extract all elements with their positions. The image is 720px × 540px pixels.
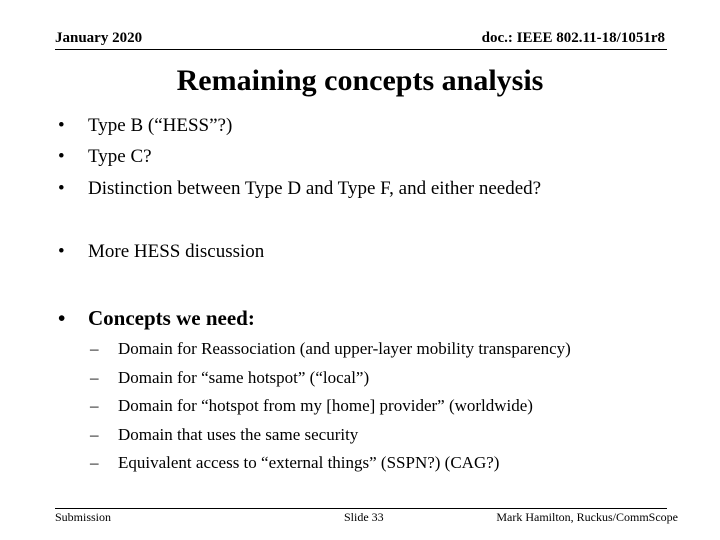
dash-symbol: – [90, 396, 99, 415]
bullet-symbol: • [58, 115, 65, 136]
dash-symbol: – [90, 453, 99, 472]
sub-item-text: Domain that uses the same security [118, 425, 359, 444]
bullet-item [58, 114, 232, 138]
sub-item-text: Domain for “hotspot from my [home] provider” (worldwide) [118, 396, 533, 415]
footer-divider [55, 508, 667, 509]
dash-symbol: – [90, 425, 99, 444]
bullet-text: Concepts we need: [88, 306, 255, 330]
bullet-text: Type C? [88, 146, 152, 167]
sub-item-text: Domain for “same hotspot” (“local”) [118, 368, 370, 387]
bullet-text: Type B (“HESS”?) [88, 115, 233, 136]
slide-title: Remaining concepts analysis [176, 64, 544, 97]
header-date: January 2020 [55, 30, 143, 46]
bullet-item [58, 240, 264, 264]
bullet-symbol: • [58, 241, 65, 262]
bullet-symbol: • [58, 178, 65, 199]
bullet-text: Distinction between Type D and Type F, and either needed? [88, 178, 542, 199]
sub-item-text: Domain for Reassociation (and upper-layer mobility transparency) [118, 339, 571, 358]
sub-item [90, 338, 571, 360]
footer-author: Mark Hamilton, Ruckus/CommScope [496, 510, 678, 524]
bullet-item [58, 177, 541, 201]
sub-item [90, 395, 533, 417]
bullet-item [58, 145, 152, 169]
sub-item [90, 424, 358, 446]
footer-submission: Submission [55, 510, 112, 524]
dash-symbol: – [90, 368, 99, 387]
sub-item [90, 452, 499, 474]
footer-slide-number: Slide 33 [344, 510, 384, 524]
sub-item [90, 367, 369, 389]
sub-item-text: Equivalent access to “external things” (SSPN?) (CAG?) [118, 453, 500, 472]
dash-symbol: – [90, 339, 99, 358]
header-doc-id: doc.: IEEE 802.11-18/1051r8 [481, 30, 665, 46]
bullet-item-concepts [58, 306, 255, 330]
header-divider [55, 49, 667, 50]
bullet-symbol: • [58, 306, 66, 330]
bullet-text: More HESS discussion [88, 241, 265, 262]
bullet-symbol: • [58, 146, 65, 167]
